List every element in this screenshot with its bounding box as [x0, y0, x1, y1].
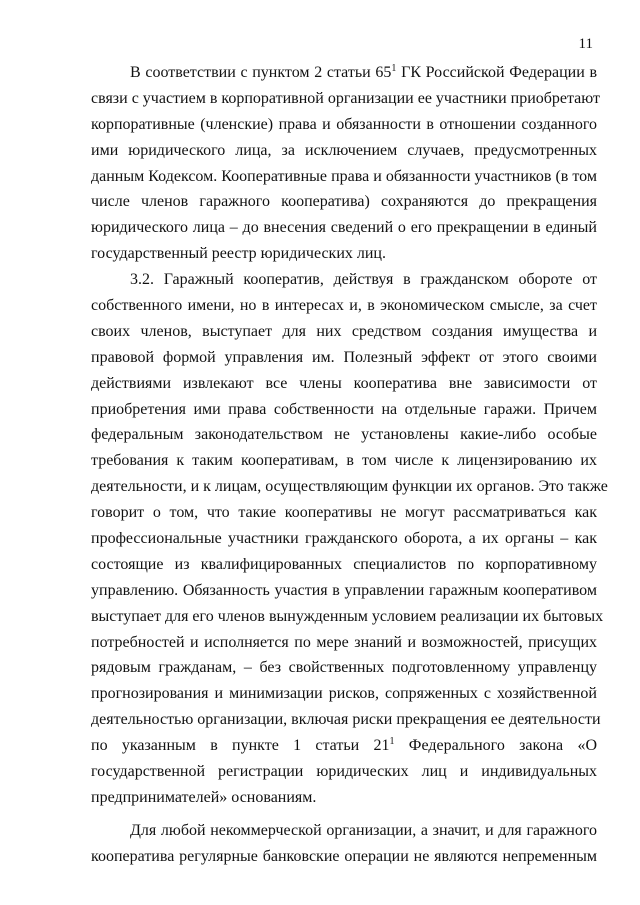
text-line: управлению. Обязанность участия в управлении гаражным кооперативом: [91, 581, 597, 599]
text-line: требования к таким кооперативам, в том числе к лицензированию их: [91, 452, 597, 470]
text-line: выступает для его членов вынужденным условием реализации их бытовых: [91, 607, 604, 625]
text-line: предпринимателей» основаниям.: [91, 788, 317, 806]
text-line: прогнозирования и минимизации рисков, сопряженных с хозяйственной: [91, 685, 597, 703]
text-line: кооператива регулярные банковские операции не являются непременным: [91, 847, 597, 865]
superscript: 1: [391, 63, 397, 74]
text-line: деятельностью организации, включая риски прекращения ее деятельности: [91, 711, 601, 729]
text-line: действиями извлекают все члены кооператива вне зависимости от: [91, 374, 597, 392]
text-line: своих членов, выступает для них средством создания имущества и: [91, 322, 597, 340]
text-line: 3.2. Гаражный кооператив, действуя в гражданском обороте от: [130, 271, 597, 289]
text-line: государственной регистрации юридических лиц и индивидуальных: [91, 763, 597, 781]
text-line: рядовым гражданам, – без свойственных подготовленному управленцу: [91, 659, 597, 677]
text-line: приобретения ими права собственности на отдельные гаражи. Причем: [91, 400, 597, 418]
text-line: В соответствии с пунктом 2 статьи $65^1$ ГК Российской Федерации в: [130, 63, 598, 81]
text-line: по указанным в пункте 1 статьи $21^1$ Федерального закона «О: [91, 736, 598, 755]
text-line: ими юридического лица, за исключением случаев, предусмотренных: [91, 141, 597, 159]
superscript: 1: [389, 736, 395, 748]
text-line: федеральным законодательством не установлены какие-либо особые: [91, 426, 597, 444]
text-line: данным Кодексом. Кооперативные права и обязанности участников (в том: [91, 167, 597, 185]
text-line: состоящие из квалифицированных специалистов по корпоративному: [91, 555, 597, 573]
paragraph-1: [91, 60, 601, 267]
text-line: деятельности, и к лицам, осуществляющим функции их органов. Это также: [91, 478, 608, 496]
text-line: правовой формой управления им. Полезный эффект от этого своими: [91, 348, 597, 366]
text-line: Для любой некоммерческой организации, а значит, и для гаражного: [130, 821, 597, 839]
text-line: профессиональные участники гражданского оборота, а их органы – как: [91, 530, 597, 548]
text-line: потребностей и исполняется по мере знаний и возможностей, присущих: [91, 633, 597, 651]
text-line: связи с участием в корпоративной организации ее участники приобретают: [91, 89, 601, 107]
text-line: говорит о том, что такие кооперативы не могут рассматриваться как: [91, 504, 597, 522]
text-line: корпоративные (членские) права и обязанности в отношении созданного: [91, 115, 597, 133]
paragraph-2: [91, 267, 608, 811]
text-line: собственного имени, но в интересах и, в экономическом смысле, за счет: [91, 297, 597, 315]
paragraph-3: [91, 818, 597, 870]
text-line: числе членов гаражного кооператива) сохраняются до прекращения: [91, 193, 597, 211]
page-number: 11: [578, 36, 593, 52]
text-line: юридического лица – до внесения сведений о его прекращении в единый: [91, 219, 597, 237]
paragraph-spacer: [91, 811, 597, 818]
body-text: [91, 60, 608, 870]
text-line: государственный реестр юридических лиц.: [91, 245, 386, 263]
